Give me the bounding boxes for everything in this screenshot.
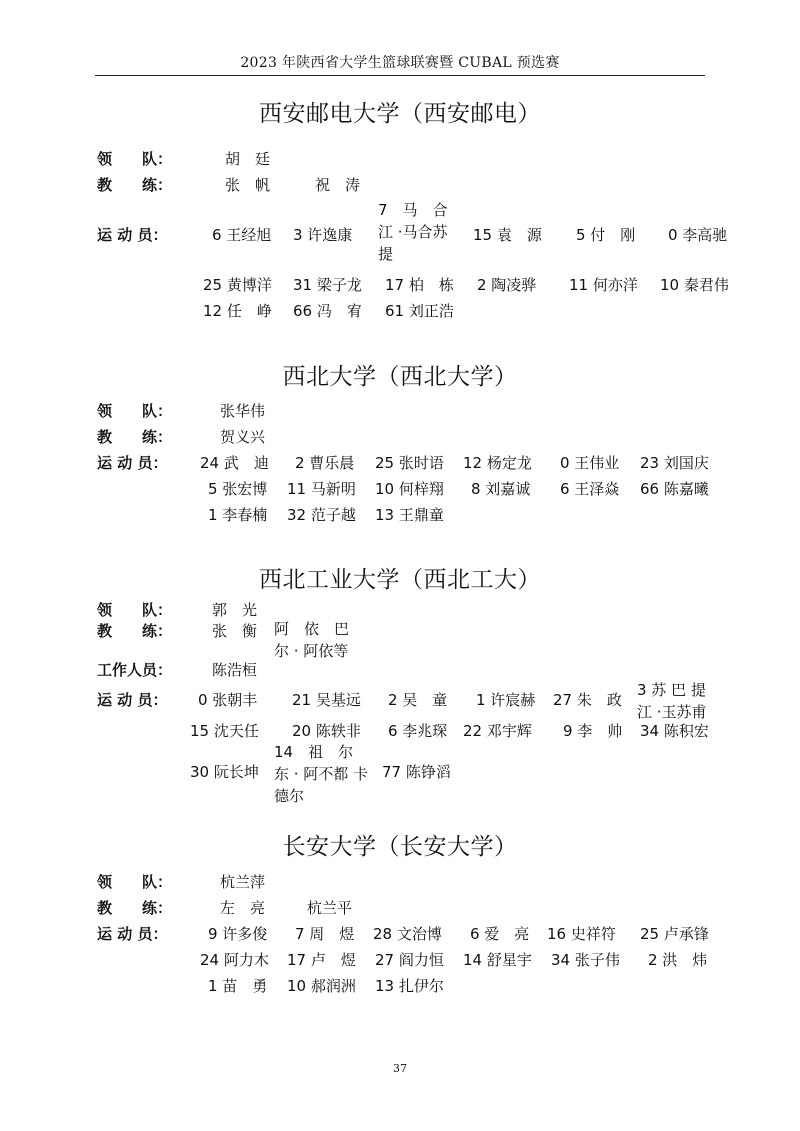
player: 23 刘国庆 <box>640 454 709 472</box>
player: 1 苗 勇 <box>208 977 268 995</box>
team-title: 西北工业大学（西北工大） <box>259 567 541 593</box>
player: 0 王伟业 <box>560 454 620 472</box>
team-title: 长安大学（长安大学） <box>282 834 518 860</box>
player: 2 曹乐晨 <box>295 454 355 472</box>
player: 13 扎伊尔 <box>375 977 444 995</box>
player: 0 李高驰 <box>668 226 728 244</box>
player: 30 阮长坤 <box>190 763 259 781</box>
leader-name: 杭兰萍 <box>220 873 266 891</box>
leader-label: 领 队： <box>97 402 173 420</box>
coach-label: 教 练： <box>97 899 173 917</box>
player: 2 洪 炜 <box>648 951 708 969</box>
player: 66 陈嘉曦 <box>640 480 709 498</box>
players-label: 运 动 员： <box>97 454 168 472</box>
player: 25 卢承锋 <box>640 925 709 943</box>
player: 11 马新明 <box>287 480 356 498</box>
player: 9 许多俊 <box>208 925 268 943</box>
player: 9 李 帅 <box>563 722 623 740</box>
player: 34 陈积宏 <box>640 722 709 740</box>
player: 15 袁 源 <box>473 226 542 244</box>
player: 7 周 煜 <box>295 925 355 943</box>
coach-name: 杭兰平 <box>307 899 353 917</box>
player: 6 李兆琛 <box>388 722 448 740</box>
leader-label: 领 队： <box>97 150 173 168</box>
player: 12 任 峥 <box>203 302 272 320</box>
player: 27 朱 政 <box>553 691 622 709</box>
coach-name: 贺义兴 <box>220 428 266 446</box>
coach-name: 阿 依 巴 尔 · 阿依等 <box>274 620 350 660</box>
player: 24 阿力木 <box>200 951 269 969</box>
header-title: 2023 年陕西省大学生篮球联赛暨 CUBAL 预选赛 <box>240 55 560 71</box>
player: 17 卢 煜 <box>287 951 356 969</box>
coach-name: 左 亮 <box>220 899 266 917</box>
player: 5 张宏博 <box>208 480 268 498</box>
leader-label: 领 队： <box>97 601 173 619</box>
page-number: 37 <box>393 1062 407 1075</box>
players-label: 运 动 员： <box>97 925 168 943</box>
team-title: 西北大学（西北大学） <box>282 364 518 390</box>
player: 66 冯 宥 <box>293 302 362 320</box>
player: 27 阎力恒 <box>375 951 444 969</box>
player: 1 李春楠 <box>208 506 268 524</box>
leader-name: 胡 廷 <box>225 150 271 168</box>
leader-name: 张华伟 <box>220 402 266 420</box>
player: 17 柏 栋 <box>385 276 454 294</box>
player: 10 郝润洲 <box>287 977 356 995</box>
coach-label: 教 练： <box>97 176 173 194</box>
player: 2 吴 童 <box>388 691 448 709</box>
player: 32 范子越 <box>287 506 356 524</box>
player: 22 邓宇辉 <box>463 722 532 740</box>
player: 0 张朝丰 <box>198 691 258 709</box>
coach-name: 张 帆 <box>225 176 271 194</box>
player: 14 祖 尔 东 · 阿不都 卡德尔 <box>274 743 369 805</box>
player: 61 刘正浩 <box>385 302 454 320</box>
player: 12 杨定龙 <box>463 454 532 472</box>
player: 6 王泽焱 <box>560 480 620 498</box>
player: 34 张子伟 <box>551 951 620 969</box>
player: 13 王鼎童 <box>375 506 444 524</box>
header-divider <box>95 75 705 76</box>
player: 5 付 刚 <box>576 226 636 244</box>
player: 25 黄博洋 <box>203 276 272 294</box>
coach-label: 教 练： <box>97 428 173 446</box>
leader-name: 郭 光 <box>212 601 258 619</box>
player: 21 吴基远 <box>292 691 361 709</box>
player: 14 舒星宇 <box>463 951 532 969</box>
coach-label: 教 练： <box>97 622 173 640</box>
player: 24 武 迪 <box>200 454 269 472</box>
player: 20 陈轶非 <box>292 722 361 740</box>
player: 3 苏 巴 提 江 ·玉苏甫 <box>637 681 707 721</box>
player: 6 王经旭 <box>212 226 272 244</box>
team-title: 西安邮电大学（西安邮电） <box>259 101 541 127</box>
staff-label: 工作人员： <box>97 661 173 679</box>
player: 2 陶凌骅 <box>477 276 537 294</box>
player: 28 文治博 <box>373 925 442 943</box>
players-label: 运 动 员： <box>97 226 168 244</box>
player: 1 许宸赫 <box>476 691 536 709</box>
player: 25 张时语 <box>375 454 444 472</box>
staff-name: 陈浩桓 <box>212 661 258 679</box>
player: 15 沈天任 <box>190 722 259 740</box>
leader-label: 领 队： <box>97 873 173 891</box>
player: 31 梁子龙 <box>293 276 362 294</box>
player: 6 爱 亮 <box>470 925 530 943</box>
player: 10 秦君伟 <box>660 276 729 294</box>
players-label: 运 动 员： <box>97 691 168 709</box>
player: 7 马 合 江 ·马合苏 提 <box>378 201 448 263</box>
player: 10 何梓翔 <box>375 480 444 498</box>
player: 77 陈铮滔 <box>382 763 451 781</box>
player: 3 许逸康 <box>293 226 353 244</box>
player: 11 何亦洋 <box>569 276 638 294</box>
player: 16 史祥符 <box>547 925 616 943</box>
player: 8 刘嘉诚 <box>471 480 531 498</box>
coach-name: 张 衡 <box>212 622 258 640</box>
coach-name: 祝 涛 <box>315 176 361 194</box>
